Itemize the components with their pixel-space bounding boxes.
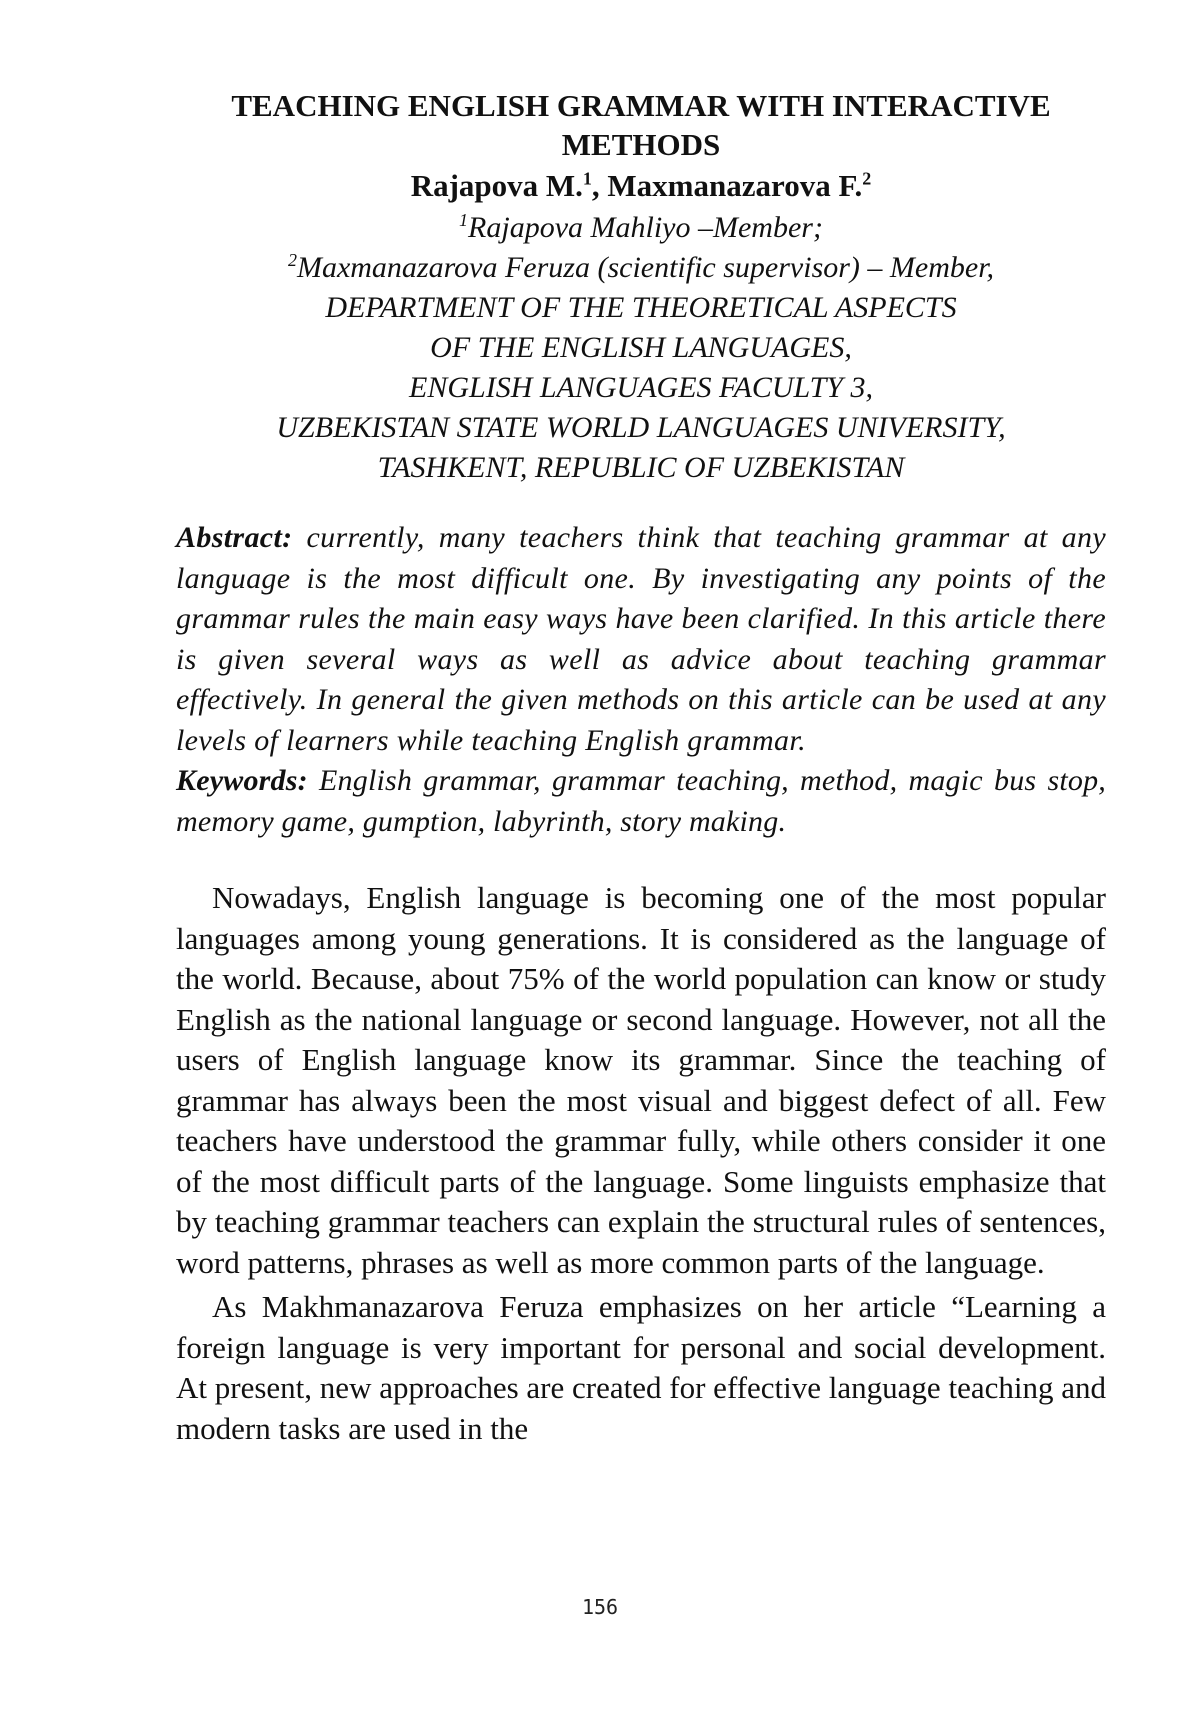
affiliation-location: TASHKENT, REPUBLIC OF UZBEKISTAN (377, 451, 905, 484)
body-paragraph-1: Nowadays, English language is becoming one of the most popular languages among young generations. It is considered as the language of the world. Because, about 75% of the world population can know or study English as the national language or second language. However, not all the users of English language know its grammar. Since the teaching of grammar has always been the most visual and biggest defect of all. Few teachers have understood the grammar fully, while others consider it one of the most difficult parts of the language. Some linguists emphasize that by teaching grammar teachers can explain the structural rules of sentences, word patterns, phrases as well as more common parts of the language. (176, 880, 1106, 1280)
affiliation-line-2: $^2$Maxmanazarova Feruza (scientific supervisor) – Member, (287, 250, 995, 284)
affiliation-2-mark: 2 (287, 250, 297, 270)
author-name-2: Maxmanazarova F. (607, 168, 863, 203)
affiliation-block (176, 208, 1106, 488)
affiliation-faculty: ENGLISH LANGUAGES FACULTY 3, (409, 371, 873, 404)
author-separator: , (591, 168, 608, 203)
body-paragraph-2: As Makhmanazarova Feruza emphasizes on her article “Learning a foreign language is very important for personal and social development. At present, new approaches are created for effective language teaching and modern tasks are used in the (176, 1289, 1106, 1446)
author-name-1: Rajapova M. (410, 168, 583, 203)
affiliation-line-1: $^1$Rajapova Mahliyo –Member; (459, 210, 823, 244)
abstract-label: Abstract: (176, 521, 293, 554)
author-line (176, 166, 1106, 206)
affiliation-department-1: DEPARTMENT OF THE THEORETICAL ASPECTS (325, 291, 957, 324)
abstract-text: currently, many teachers think that teaching grammar at any language is the most difficult one. By investigating any points of the grammar rules the main easy ways have been clarified. In this article there is given several ways as well as advice about teaching grammar effectively. In general the given methods on this article can be used at any levels of learners while teaching English grammar. (176, 521, 1106, 757)
paper-page (176, 86, 1106, 1449)
abstract-paragraph (176, 518, 1106, 761)
affiliation-university: UZBEKISTAN STATE WORLD LANGUAGES UNIVERSITY, (276, 411, 1006, 444)
author-2-footnote-mark: 2 (862, 168, 872, 189)
keywords-label: Keywords: (176, 764, 308, 797)
keywords-paragraph (176, 761, 1106, 842)
keywords-text: English grammar, grammar teaching, method, magic bus stop, memory game, gumption, labyrinth, story making. (176, 764, 1107, 838)
author-1-footnote-mark: 1 (582, 168, 592, 189)
affiliation-1-mark: 1 (459, 210, 469, 230)
page-number: 156 (581, 1595, 619, 1619)
affiliation-department-2: OF THE ENGLISH LANGUAGES, (430, 331, 852, 364)
paper-title: TEACHING ENGLISH GRAMMAR WITH INTERACTIVE METHODS (231, 88, 1051, 162)
